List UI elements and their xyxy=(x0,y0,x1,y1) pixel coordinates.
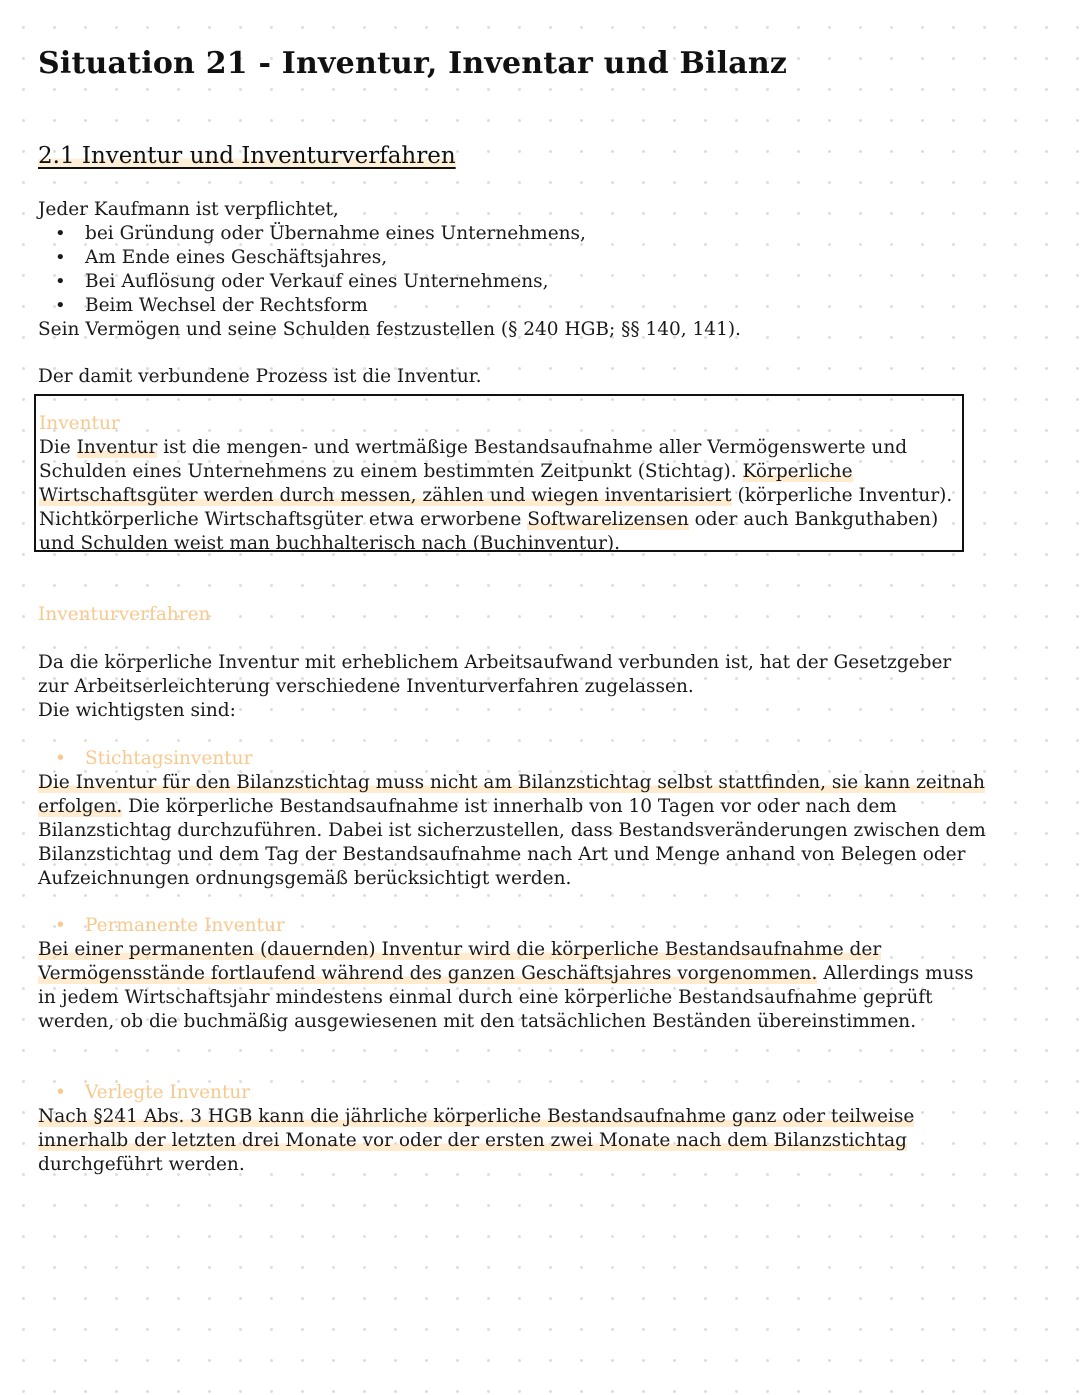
definition-box xyxy=(34,394,964,552)
obligation-conclusion: Sein Vermögen und seine Schulden festzustellen (§ 240 HGB; §§ 140, 141). xyxy=(38,319,741,340)
list-item: • Beim Wechsel der Rechtsform xyxy=(38,294,998,318)
obligation-list xyxy=(38,222,998,318)
procedure-text: Die Inventur für den Bilanzstichtag muss nicht am Bilanzstichtag selbst stattfinden, sie kann zeitnah erfolgen. Die körperliche Bestandsaufnahme ist innerhalb von 10 Tagen vor oder nach dem Bilanzstichtag durchzuführen. Dabei ist sicherzustellen, dass Bestandsveränderungen zwischen dem Bilanzstichtag und dem Tag der Bestandsaufnahme nach Art und Menge anhand von Belegen oder Aufzeichnungen ordnungsgemäß berücksichtigt werden. xyxy=(38,772,986,889)
list-item: • Am Ende eines Geschäftsjahres, xyxy=(38,246,998,270)
obligation-block xyxy=(38,198,998,342)
procedures-label: Inventurverfahren xyxy=(38,604,211,625)
procedure-verlegt xyxy=(38,1081,968,1177)
procedure-stichtag xyxy=(38,747,988,891)
definition-label: Inventur xyxy=(39,413,120,434)
list-item: • bei Gründung oder Übernahme eines Unternehmens, xyxy=(38,222,998,246)
procedures-intro: Da die körperliche Inventur mit erheblichem Arbeitsaufwand verbunden ist, hat der Gesetzgeber zur Arbeitserleichterung verschiedene Inventurverfahren zugelassen. Die wichtigsten sind: xyxy=(38,652,952,721)
intro-text: Jeder Kaufmann ist verpflichtet, xyxy=(38,199,339,220)
procedure-name: • Stichtagsinventur xyxy=(38,747,988,771)
procedure-text: Bei einer permanenten (dauernden) Inventur wird die körperliche Bestandsaufnahme der Vermögensstände fortlaufend während des ganzen Geschäftsjahres vorgenommen. Allerdings muss in jedem Wirtschaftsjahr mindestens einmal durch eine körperliche Bestandsaufnahme geprüft werden, ob die buchmäßig ausgewiesenen mit den tatsächlichen Beständen übereinstimmen. xyxy=(38,939,974,1032)
list-item: • Bei Auflösung oder Verkauf eines Unternehmens, xyxy=(38,270,998,294)
document-title: Situation 21 - Inventur, Inventar und Bilanz xyxy=(38,46,788,81)
definition-text: Die Inventur ist die mengen- und wertmäßige Bestandsaufnahme aller Vermögenswerte und Schulden eines Unternehmens zu einem bestimmten Zeitpunkt (Stichtag). Körperliche Wirtschaftsgüter werden durch messen, zählen und wiegen inventarisiert (körperliche Inventur). Nichtkörperliche Wirtschaftsgüter etwa erworbene Softwarelizensen oder auch Bankguthaben) und Schulden weist man buchhalterisch nach (Buchinventur). xyxy=(39,437,953,554)
procedure-name: • Verlegte Inventur xyxy=(38,1081,968,1105)
procedure-permanent xyxy=(38,914,978,1034)
process-text: Der damit verbundene Prozess ist die Inventur. xyxy=(38,366,482,387)
procedure-text: Nach §241 Abs. 3 HGB kann die jährliche körperliche Bestandsaufnahme ganz oder teilweise innerhalb der letzten drei Monate vor oder der ersten zwei Monate nach dem Bilanzstichtag durchgeführt werden. xyxy=(38,1106,915,1175)
section-heading: 2.1 Inventur und Inventurverfahren xyxy=(38,143,456,169)
procedure-name: • Permanente Inventur xyxy=(38,914,978,938)
